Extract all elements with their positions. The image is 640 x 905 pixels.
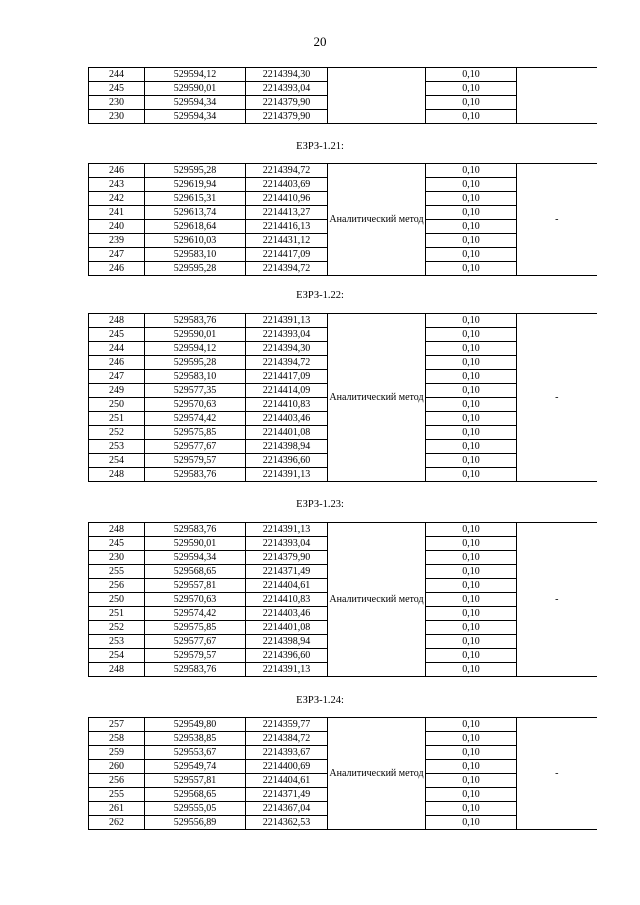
x-coordinate-cell: 529570,63 [145,593,246,607]
precision-cell: 0,10 [426,802,517,816]
x-coordinate-cell: 529577,67 [145,635,246,649]
precision-cell: 0,10 [426,454,517,468]
precision-cell: 0,10 [426,523,517,537]
y-coordinate-cell: 2214393,04 [246,82,328,96]
precision-cell: 0,10 [426,816,517,830]
x-coordinate-cell: 529570,63 [145,398,246,412]
x-coordinate-cell: 529594,34 [145,96,246,110]
x-coordinate-cell: 529549,74 [145,760,246,774]
precision-cell: 0,10 [426,412,517,426]
precision-cell: 0,10 [426,68,517,82]
point-number-cell: 243 [89,178,145,192]
x-coordinate-cell: 529583,76 [145,314,246,328]
x-coordinate-cell: 529583,10 [145,370,246,384]
y-coordinate-cell: 2214416,13 [246,220,328,234]
precision-cell: 0,10 [426,565,517,579]
x-coordinate-cell: 529594,34 [145,110,246,124]
y-coordinate-cell: 2214410,83 [246,398,328,412]
precision-cell: 0,10 [426,262,517,276]
precision-cell: 0,10 [426,328,517,342]
y-coordinate-cell: 2214359,77 [246,718,328,732]
x-coordinate-cell: 529553,67 [145,746,246,760]
table-row [89,718,597,732]
precision-cell: 0,10 [426,206,517,220]
precision-cell: 0,10 [426,314,517,328]
y-coordinate-cell: 2214391,13 [246,314,328,328]
point-number-cell: 230 [89,551,145,565]
point-number-cell: 256 [89,774,145,788]
method-cell: Аналитический метод [328,718,426,830]
coordinates-table [88,163,597,276]
page-number: 20 [313,34,327,49]
precision-cell: 0,10 [426,607,517,621]
point-number-cell: 246 [89,356,145,370]
x-coordinate-cell: 529557,81 [145,774,246,788]
method-cell: Аналитический метод [328,164,426,276]
point-number-cell: 249 [89,384,145,398]
y-coordinate-cell: 2214410,96 [246,192,328,206]
point-number-cell: 240 [89,220,145,234]
point-number-cell: 247 [89,370,145,384]
section-title: ЕЗРЗ-1.24: [296,695,344,706]
precision-cell: 0,10 [426,110,517,124]
accuracy-cell: - [517,523,597,677]
point-number-cell: 254 [89,649,145,663]
y-coordinate-cell: 2214391,13 [246,523,328,537]
point-number-cell: 245 [89,328,145,342]
x-coordinate-cell: 529575,85 [145,426,246,440]
x-coordinate-cell: 529610,03 [145,234,246,248]
x-coordinate-cell: 529574,42 [145,607,246,621]
point-number-cell: 248 [89,314,145,328]
precision-cell: 0,10 [426,164,517,178]
point-number-cell: 248 [89,468,145,482]
x-coordinate-cell: 529595,28 [145,164,246,178]
y-coordinate-cell: 2214403,69 [246,178,328,192]
precision-cell: 0,10 [426,621,517,635]
x-coordinate-cell: 529583,76 [145,523,246,537]
precision-cell: 0,10 [426,342,517,356]
precision-cell: 0,10 [426,356,517,370]
x-coordinate-cell: 529594,12 [145,68,246,82]
y-coordinate-cell: 2214431,12 [246,234,328,248]
x-coordinate-cell: 529595,28 [145,262,246,276]
table-row [89,164,597,178]
method-cell [328,68,426,124]
point-number-cell: 252 [89,621,145,635]
x-coordinate-cell: 529594,12 [145,342,246,356]
y-coordinate-cell: 2214394,72 [246,262,328,276]
y-coordinate-cell: 2214367,04 [246,802,328,816]
y-coordinate-cell: 2214403,46 [246,607,328,621]
point-number-cell: 259 [89,746,145,760]
point-number-cell: 256 [89,579,145,593]
point-number-cell: 239 [89,234,145,248]
point-number-cell: 250 [89,593,145,607]
point-number-cell: 244 [89,68,145,82]
precision-cell: 0,10 [426,537,517,551]
point-number-cell: 245 [89,82,145,96]
x-coordinate-cell: 529556,89 [145,816,246,830]
y-coordinate-cell: 2214396,60 [246,649,328,663]
x-coordinate-cell: 529579,57 [145,649,246,663]
y-coordinate-cell: 2214396,60 [246,454,328,468]
precision-cell: 0,10 [426,440,517,454]
y-coordinate-cell: 2214413,27 [246,206,328,220]
precision-cell: 0,10 [426,663,517,677]
x-coordinate-cell: 529568,65 [145,565,246,579]
precision-cell: 0,10 [426,718,517,732]
x-coordinate-cell: 529618,64 [145,220,246,234]
point-number-cell: 251 [89,412,145,426]
point-number-cell: 255 [89,565,145,579]
x-coordinate-cell: 529557,81 [145,579,246,593]
precision-cell: 0,10 [426,468,517,482]
point-number-cell: 230 [89,96,145,110]
precision-cell: 0,10 [426,178,517,192]
x-coordinate-cell: 529615,31 [145,192,246,206]
point-number-cell: 258 [89,732,145,746]
section-title: ЕЗРЗ-1.21: [296,141,344,152]
precision-cell: 0,10 [426,635,517,649]
accuracy-cell: - [517,314,597,482]
y-coordinate-cell: 2214379,90 [246,96,328,110]
x-coordinate-cell: 529594,34 [145,551,246,565]
accuracy-cell: - [517,718,597,830]
precision-cell: 0,10 [426,398,517,412]
x-coordinate-cell: 529577,67 [145,440,246,454]
precision-cell: 0,10 [426,248,517,262]
y-coordinate-cell: 2214394,72 [246,356,328,370]
precision-cell: 0,10 [426,746,517,760]
coordinates-table [88,67,597,124]
point-number-cell: 242 [89,192,145,206]
point-number-cell: 253 [89,440,145,454]
y-coordinate-cell: 2214393,04 [246,537,328,551]
y-coordinate-cell: 2214404,61 [246,774,328,788]
y-coordinate-cell: 2214393,04 [246,328,328,342]
x-coordinate-cell: 529568,65 [145,788,246,802]
point-number-cell: 241 [89,206,145,220]
table-row [89,523,597,537]
x-coordinate-cell: 529583,10 [145,248,246,262]
y-coordinate-cell: 2214398,94 [246,440,328,454]
x-coordinate-cell: 529549,80 [145,718,246,732]
precision-cell: 0,10 [426,220,517,234]
y-coordinate-cell: 2214400,69 [246,760,328,774]
point-number-cell: 254 [89,454,145,468]
y-coordinate-cell: 2214398,94 [246,635,328,649]
point-number-cell: 230 [89,110,145,124]
point-number-cell: 260 [89,760,145,774]
y-coordinate-cell: 2214417,09 [246,370,328,384]
accuracy-cell: - [517,164,597,276]
point-number-cell: 261 [89,802,145,816]
x-coordinate-cell: 529579,57 [145,454,246,468]
table-row [89,68,597,82]
precision-cell: 0,10 [426,370,517,384]
y-coordinate-cell: 2214401,08 [246,621,328,635]
y-coordinate-cell: 2214401,08 [246,426,328,440]
x-coordinate-cell: 529590,01 [145,537,246,551]
point-number-cell: 250 [89,398,145,412]
coordinates-table [88,522,597,677]
method-cell: Аналитический метод [328,314,426,482]
precision-cell: 0,10 [426,96,517,110]
coordinates-table [88,313,597,482]
y-coordinate-cell: 2214391,13 [246,663,328,677]
point-number-cell: 253 [89,635,145,649]
y-coordinate-cell: 2214391,13 [246,468,328,482]
precision-cell: 0,10 [426,579,517,593]
point-number-cell: 251 [89,607,145,621]
x-coordinate-cell: 529595,28 [145,356,246,370]
y-coordinate-cell: 2214384,72 [246,732,328,746]
x-coordinate-cell: 529575,85 [145,621,246,635]
point-number-cell: 245 [89,537,145,551]
x-coordinate-cell: 529574,42 [145,412,246,426]
precision-cell: 0,10 [426,774,517,788]
x-coordinate-cell: 529613,74 [145,206,246,220]
y-coordinate-cell: 2214379,90 [246,110,328,124]
y-coordinate-cell: 2214417,09 [246,248,328,262]
point-number-cell: 255 [89,788,145,802]
x-coordinate-cell: 529583,76 [145,468,246,482]
precision-cell: 0,10 [426,192,517,206]
y-coordinate-cell: 2214410,83 [246,593,328,607]
y-coordinate-cell: 2214394,30 [246,342,328,356]
point-number-cell: 257 [89,718,145,732]
point-number-cell: 262 [89,816,145,830]
precision-cell: 0,10 [426,384,517,398]
x-coordinate-cell: 529619,94 [145,178,246,192]
y-coordinate-cell: 2214379,90 [246,551,328,565]
y-coordinate-cell: 2214404,61 [246,579,328,593]
y-coordinate-cell: 2214371,49 [246,788,328,802]
y-coordinate-cell: 2214394,72 [246,164,328,178]
x-coordinate-cell: 529538,85 [145,732,246,746]
table-row [89,314,597,328]
y-coordinate-cell: 2214403,46 [246,412,328,426]
y-coordinate-cell: 2214371,49 [246,565,328,579]
point-number-cell: 247 [89,248,145,262]
point-number-cell: 246 [89,262,145,276]
section-title: ЕЗРЗ-1.23: [296,499,344,510]
precision-cell: 0,10 [426,760,517,774]
x-coordinate-cell: 529590,01 [145,328,246,342]
y-coordinate-cell: 2214393,67 [246,746,328,760]
y-coordinate-cell: 2214394,30 [246,68,328,82]
point-number-cell: 252 [89,426,145,440]
y-coordinate-cell: 2214362,53 [246,816,328,830]
x-coordinate-cell: 529577,35 [145,384,246,398]
precision-cell: 0,10 [426,593,517,607]
precision-cell: 0,10 [426,426,517,440]
precision-cell: 0,10 [426,234,517,248]
point-number-cell: 248 [89,523,145,537]
precision-cell: 0,10 [426,551,517,565]
x-coordinate-cell: 529583,76 [145,663,246,677]
precision-cell: 0,10 [426,82,517,96]
x-coordinate-cell: 529555,05 [145,802,246,816]
point-number-cell: 244 [89,342,145,356]
precision-cell: 0,10 [426,788,517,802]
y-coordinate-cell: 2214414,09 [246,384,328,398]
point-number-cell: 246 [89,164,145,178]
section-title: ЕЗРЗ-1.22: [296,290,344,301]
accuracy-cell [517,68,597,124]
precision-cell: 0,10 [426,649,517,663]
point-number-cell: 248 [89,663,145,677]
x-coordinate-cell: 529590,01 [145,82,246,96]
precision-cell: 0,10 [426,732,517,746]
method-cell: Аналитический метод [328,523,426,677]
coordinates-table [88,717,597,830]
